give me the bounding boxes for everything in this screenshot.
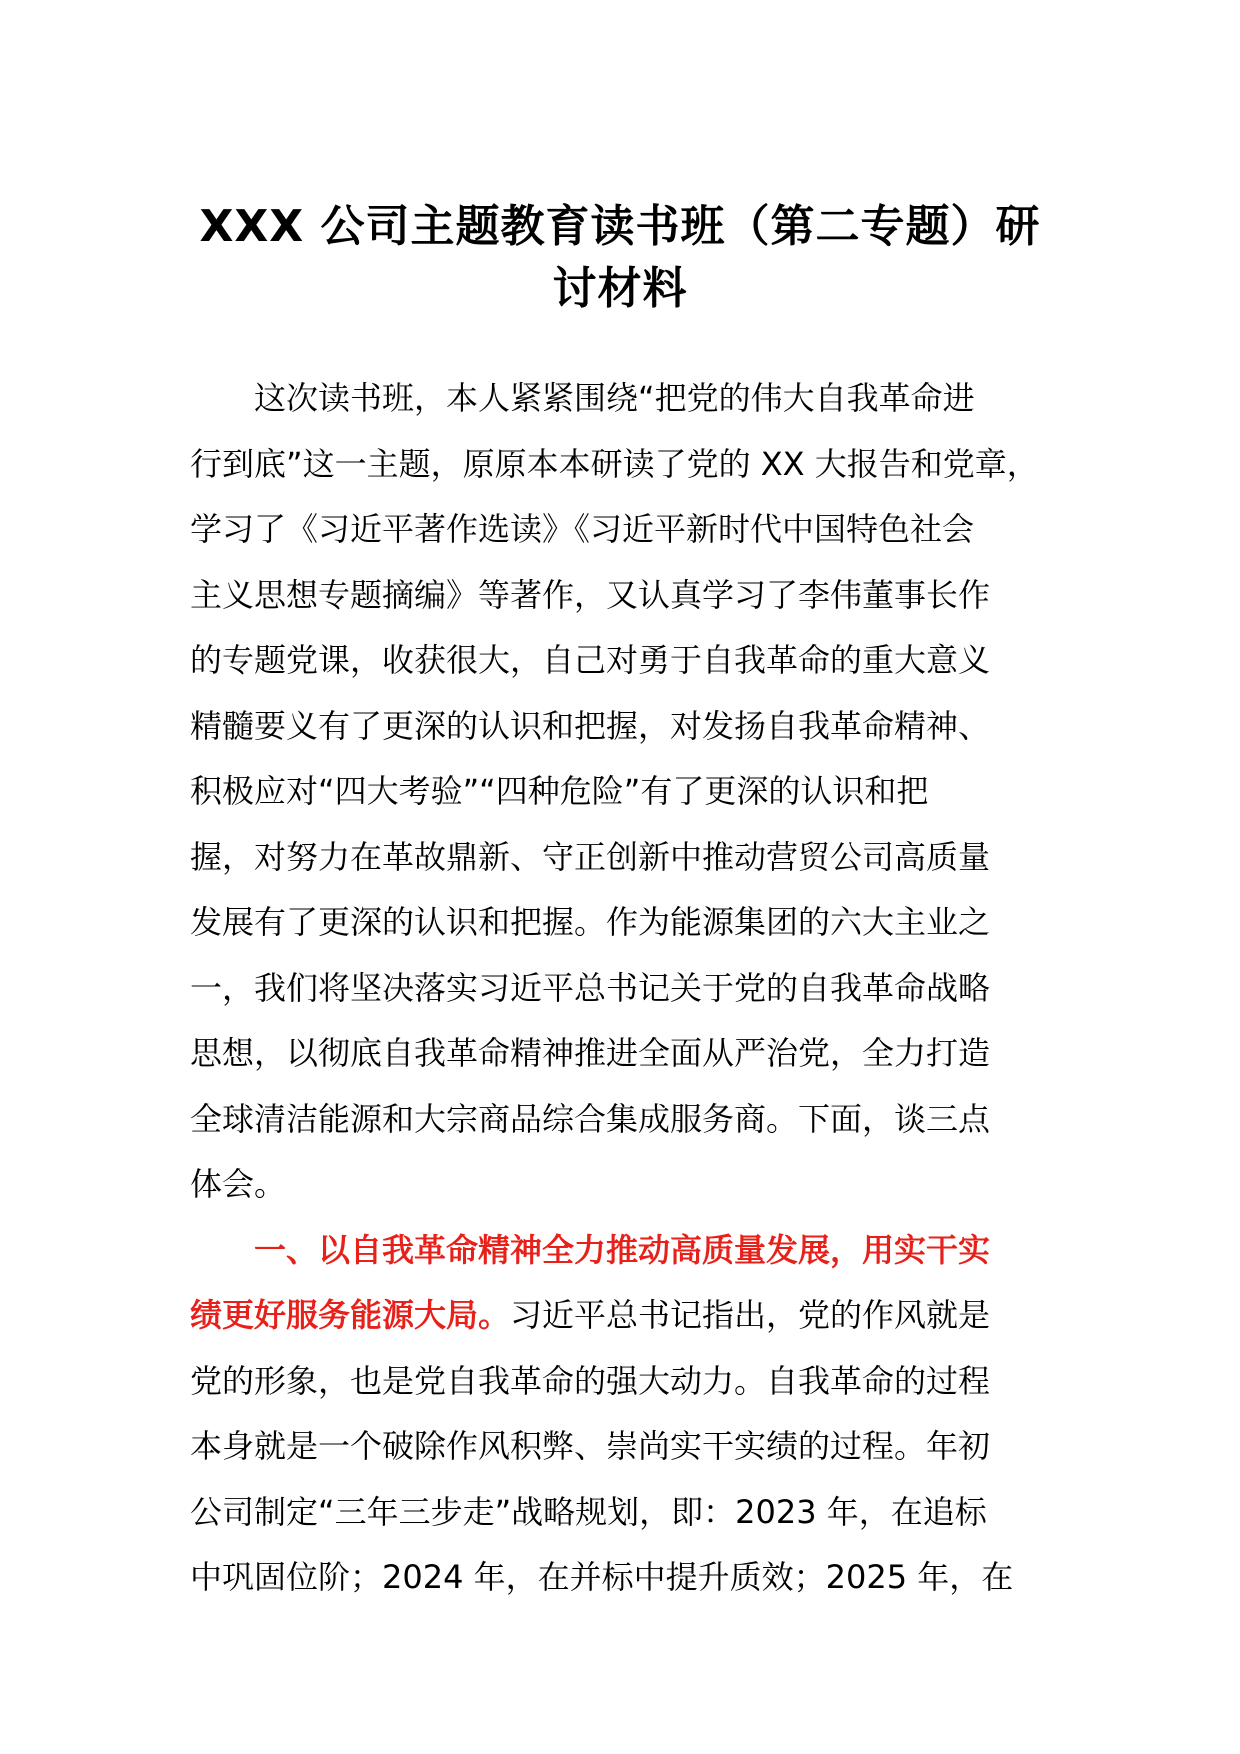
paragraph-1-line: 发展有了更深的认识和把握。作为能源集团的六大主业之 bbox=[190, 903, 991, 941]
section-1-line: 本身就是一个破除作风积弊、崇尚实干实绩的过程。年初 bbox=[190, 1427, 991, 1465]
paragraph-1-line: 的专题党课，收获很大，自己对勇于自我革命的重大意义 bbox=[190, 641, 991, 679]
paragraph-1-line: 这次读书班，本人紧紧围绕“把党的伟大自我革命进 bbox=[254, 379, 975, 417]
section-1-line: 公司制定“三年三步走”战略规划，即：2023 年，在追标 bbox=[190, 1492, 987, 1531]
paragraph-1-line: 思想，以彻底自我革命精神推进全面从严治党，全力打造 bbox=[190, 1034, 991, 1072]
paragraph-1-line: 全球清洁能源和大宗商品综合集成服务商。下面，谈三点 bbox=[190, 1099, 991, 1138]
paragraph-1-line: 积极应对“四大考验”“四种危险”有了更深的认识和把 bbox=[190, 772, 929, 810]
section-1-line: 党的形象，也是党自我革命的强大动力。自我革命的过程 bbox=[190, 1361, 991, 1400]
paragraph-1-line: 精髓要义有了更深的认识和把握，对发扬自我革命精神、 bbox=[190, 706, 991, 745]
document-body bbox=[190, 366, 1080, 1611]
section-1-heading: 一、以自我革命精神全力推动高质量发展，用实干实 bbox=[254, 1230, 991, 1269]
title-line-2: 讨材料 bbox=[552, 263, 688, 314]
document-title bbox=[150, 196, 1090, 320]
section-1-heading-continued bbox=[190, 1283, 1080, 1349]
section-1-text-start: 习近平总书记指出，党的作风就是 bbox=[510, 1296, 991, 1334]
paragraph-1-line: 行到底”这一主题，原原本本研读了党的 XX 大报告和党章， bbox=[190, 444, 1039, 483]
section-1-heading-end: 绩更好服务能源大局。 bbox=[190, 1296, 511, 1334]
paragraph-1-line: 握，对努力在革故鼎新、守正创新中推动营贸公司高质量 bbox=[190, 837, 991, 876]
paragraph-1-line: 学习了《习近平著作选读》《习近平新时代中国特色社会 bbox=[190, 510, 975, 548]
paragraph-1-line: 体会。 bbox=[190, 1165, 287, 1203]
paragraph-1-line: 一，我们将坚决落实习近平总书记关于党的自我革命战略 bbox=[190, 968, 991, 1007]
section-1-line: 中巩固位阶；2024 年，在并标中提升质效；2025 年，在 bbox=[190, 1558, 1014, 1596]
paragraph-1-line: 主义思想专题摘编》等著作，又认真学习了李伟董事长作 bbox=[190, 575, 991, 614]
title-line-1: XXX 公司主题教育读书班（第二专题）研 bbox=[199, 201, 1041, 252]
